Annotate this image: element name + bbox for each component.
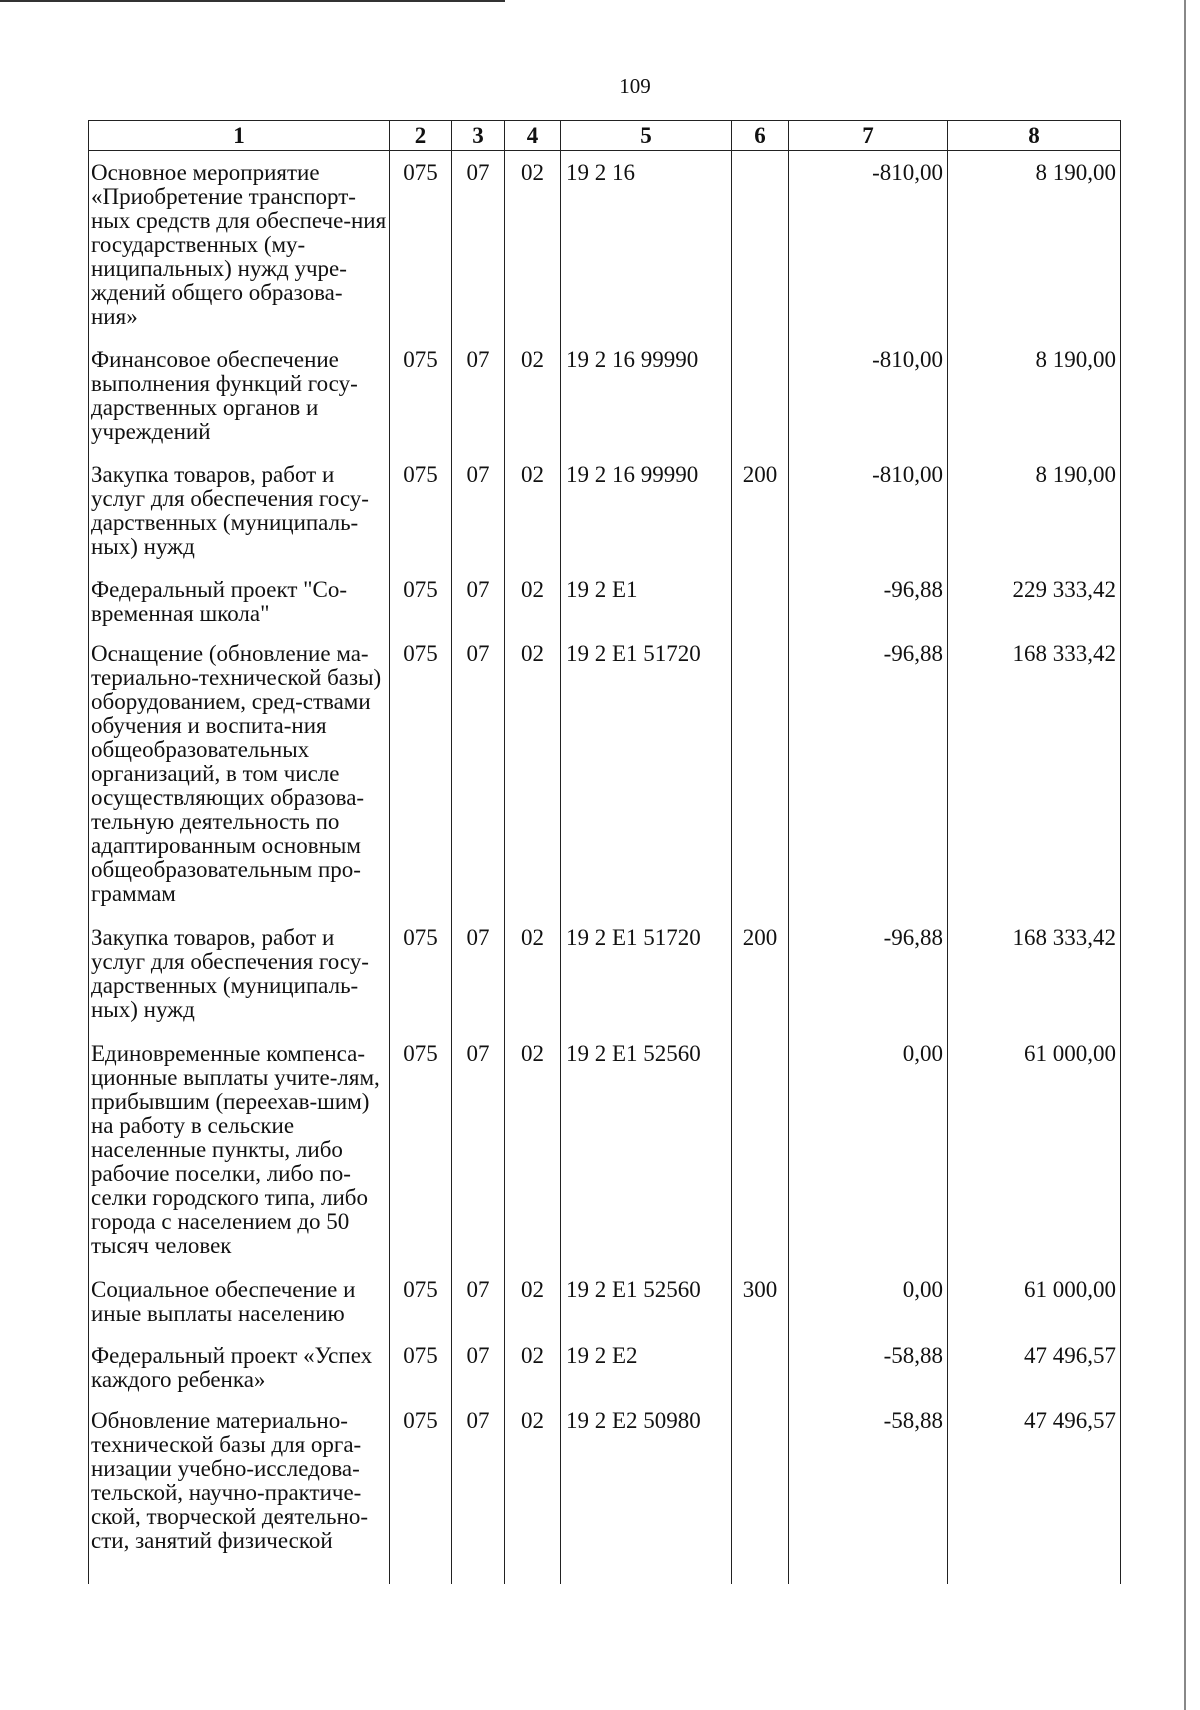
row-rz: 07	[452, 453, 505, 568]
header-col-6: 6	[732, 121, 789, 151]
row-grbs: 075	[390, 632, 452, 916]
row-total: 61 000,00	[948, 1268, 1121, 1334]
row-change: -96,88	[789, 568, 948, 632]
budget-table	[88, 120, 1121, 1584]
row-csr: 19 2 16	[561, 151, 732, 339]
row-grbs: 075	[390, 1268, 452, 1334]
row-change: 0,00	[789, 1268, 948, 1334]
row-csr: 19 2 E1 51720	[561, 916, 732, 1032]
scan-edge-top	[0, 0, 505, 2]
row-change: -810,00	[789, 453, 948, 568]
row-pr: 02	[505, 916, 561, 1032]
table-row	[89, 1399, 1121, 1584]
row-vr	[732, 338, 789, 453]
header-col-1: 1	[89, 121, 390, 151]
row-vr	[732, 151, 789, 339]
row-total: 47 496,57	[948, 1334, 1121, 1399]
row-rz: 07	[452, 1268, 505, 1334]
row-csr: 19 2 E1 52560	[561, 1032, 732, 1268]
row-total: 8 190,00	[948, 151, 1121, 339]
header-col-2: 2	[390, 121, 452, 151]
row-total: 168 333,42	[948, 916, 1121, 1032]
page-number: 109	[619, 74, 651, 98]
row-vr	[732, 568, 789, 632]
row-pr: 02	[505, 338, 561, 453]
row-grbs: 075	[390, 916, 452, 1032]
row-name: Закупка товаров, работ и услуг для обеспечения госу-дарственных (муниципаль-ных) нужд	[89, 916, 390, 1032]
row-rz: 07	[452, 568, 505, 632]
header-col-8: 8	[948, 121, 1121, 151]
row-rz: 07	[452, 1399, 505, 1584]
row-grbs: 075	[390, 338, 452, 453]
row-rz: 07	[452, 151, 505, 339]
table-row	[89, 453, 1121, 568]
row-name: Единовременные компенса-ционные выплаты учите-лям, прибывшим (переехав-шим) на работу в сельские населенные пункты, либо рабочие поселки, либо по-селки городского типа, либо города с населением до 50 тысяч человек	[89, 1032, 390, 1268]
row-name: Основное мероприятие «Приобретение транспорт-ных средств для обеспече-ния государственных (му-ниципальных) нужд учре-ждений общего образова-ния»	[89, 151, 390, 339]
row-csr: 19 2 E2 50980	[561, 1399, 732, 1584]
table-row	[89, 1334, 1121, 1399]
row-name: Федеральный проект "Со-временная школа"	[89, 568, 390, 632]
row-pr: 02	[505, 1268, 561, 1334]
row-vr: 200	[732, 453, 789, 568]
row-grbs: 075	[390, 1399, 452, 1584]
row-vr: 300	[732, 1268, 789, 1334]
row-pr: 02	[505, 1334, 561, 1399]
row-rz: 07	[452, 916, 505, 1032]
table-row	[89, 916, 1121, 1032]
row-total: 8 190,00	[948, 338, 1121, 453]
row-change: -810,00	[789, 151, 948, 339]
table-row	[89, 338, 1121, 453]
table-row	[89, 1032, 1121, 1268]
row-change: -58,88	[789, 1334, 948, 1399]
row-grbs: 075	[390, 453, 452, 568]
row-total: 229 333,42	[948, 568, 1121, 632]
row-name: Федеральный проект «Успех каждого ребенка»	[89, 1334, 390, 1399]
row-rz: 07	[452, 1032, 505, 1268]
row-vr: 200	[732, 916, 789, 1032]
row-rz: 07	[452, 1334, 505, 1399]
row-total: 168 333,42	[948, 632, 1121, 916]
row-vr	[732, 1032, 789, 1268]
row-vr	[732, 632, 789, 916]
table-row	[89, 568, 1121, 632]
row-vr	[732, 1334, 789, 1399]
row-change: 0,00	[789, 1032, 948, 1268]
row-name: Оснащение (обновление ма-териально-технической базы) оборудованием, сред-ствами обучения и воспита-ния общеобразовательных организаций, в том числе осуществляющих образова-тельную деятельность по адаптированным основным общеобразовательным про-граммам	[89, 632, 390, 916]
row-grbs: 075	[390, 568, 452, 632]
row-name: Финансовое обеспечение выполнения функций госу-дарственных органов и учреждений	[89, 338, 390, 453]
row-change: -96,88	[789, 632, 948, 916]
header-col-5: 5	[561, 121, 732, 151]
header-row	[89, 121, 1121, 151]
header-col-3: 3	[452, 121, 505, 151]
row-csr: 19 2 E1 51720	[561, 632, 732, 916]
row-total: 61 000,00	[948, 1032, 1121, 1268]
row-pr: 02	[505, 1399, 561, 1584]
row-name: Социальное обеспечение и иные выплаты населению	[89, 1268, 390, 1334]
row-change: -810,00	[789, 338, 948, 453]
row-total: 47 496,57	[948, 1399, 1121, 1584]
row-change: -58,88	[789, 1399, 948, 1584]
row-csr: 19 2 E2	[561, 1334, 732, 1399]
row-csr: 19 2 E1	[561, 568, 732, 632]
row-change: -96,88	[789, 916, 948, 1032]
table-row	[89, 1268, 1121, 1334]
row-csr: 19 2 16 99990	[561, 338, 732, 453]
row-pr: 02	[505, 1032, 561, 1268]
row-grbs: 075	[390, 1334, 452, 1399]
row-grbs: 075	[390, 151, 452, 339]
row-pr: 02	[505, 151, 561, 339]
row-total: 8 190,00	[948, 453, 1121, 568]
row-grbs: 075	[390, 1032, 452, 1268]
table-row	[89, 632, 1121, 916]
row-vr	[732, 1399, 789, 1584]
header-col-4: 4	[505, 121, 561, 151]
row-csr: 19 2 16 99990	[561, 453, 732, 568]
row-name: Обновление материально-технической базы для орга-низации учебно-исследова-тельской, научно-практиче-ской, творческой деятельно-сти, занятий физической	[89, 1399, 390, 1584]
row-rz: 07	[452, 338, 505, 453]
row-csr: 19 2 E1 52560	[561, 1268, 732, 1334]
row-pr: 02	[505, 453, 561, 568]
scan-edge-right	[1184, 0, 1186, 1710]
row-pr: 02	[505, 632, 561, 916]
row-name: Закупка товаров, работ и услуг для обеспечения госу-дарственных (муниципаль-ных) нужд	[89, 453, 390, 568]
table-row	[89, 151, 1121, 339]
row-rz: 07	[452, 632, 505, 916]
row-pr: 02	[505, 568, 561, 632]
header-col-7: 7	[789, 121, 948, 151]
